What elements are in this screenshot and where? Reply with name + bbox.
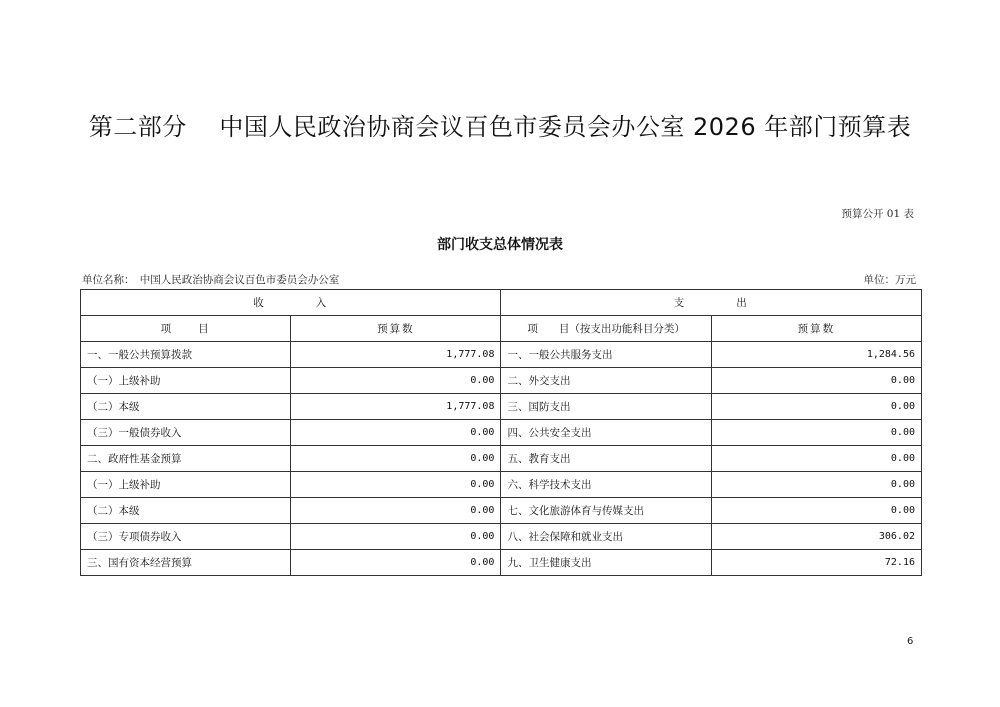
column-header-row [81, 316, 922, 342]
expense-item: 一、一般公共服务支出 [501, 342, 711, 368]
section-header-row [81, 290, 922, 316]
table-row [81, 472, 922, 498]
income-item: （二）本级 [81, 498, 291, 524]
expense-item: 三、国防支出 [501, 394, 711, 420]
income-item: 二、政府性基金预算 [81, 446, 291, 472]
budget-table [80, 289, 922, 576]
income-item: 一、一般公共预算拨款 [81, 342, 291, 368]
table-row [81, 368, 922, 394]
table-row [81, 498, 922, 524]
expense-amount: 0.00 [711, 394, 921, 420]
page-title: 第二部分 中国人民政治协商会议百色市委员会办公室 2026 年部门预算表 [88, 113, 912, 141]
income-amount: 0.00 [291, 550, 501, 576]
expense-item: 五、教育支出 [501, 446, 711, 472]
expense-amount: 0.00 [711, 420, 921, 446]
income-amount: 0.00 [291, 420, 501, 446]
table-row [81, 394, 922, 420]
expense-header: 支 出 [501, 290, 922, 316]
table-row [81, 524, 922, 550]
expense-amount: 72.16 [711, 550, 921, 576]
page-number: 6 [907, 636, 914, 647]
table-row [81, 342, 922, 368]
income-amount: 0.00 [291, 524, 501, 550]
col-expense-budget: 预算数 [711, 316, 921, 342]
expense-item: 六、科学技术支出 [501, 472, 711, 498]
form-number: 预算公开 01 表 [841, 208, 914, 220]
income-amount: 0.00 [291, 446, 501, 472]
income-item: （二）本级 [81, 394, 291, 420]
expense-amount: 0.00 [711, 472, 921, 498]
income-amount: 0.00 [291, 472, 501, 498]
table-row [81, 446, 922, 472]
expense-amount: 306.02 [711, 524, 921, 550]
income-amount: 0.00 [291, 368, 501, 394]
unit-label: 单位：万元 [863, 274, 916, 286]
income-item: （三）一般债券收入 [81, 420, 291, 446]
income-header: 收 入 [81, 290, 501, 316]
expense-item: 八、社会保障和就业支出 [501, 524, 711, 550]
expense-item: 七、文化旅游体育与传媒支出 [501, 498, 711, 524]
income-item: （三）专项债券收入 [81, 524, 291, 550]
table-title: 部门收支总体情况表 [437, 237, 563, 253]
income-amount: 1,777.08 [291, 394, 501, 420]
income-item: （一）上级补助 [81, 472, 291, 498]
col-expense-item: 项 目（按支出功能科目分类） [501, 316, 711, 342]
expense-item: 二、外交支出 [501, 368, 711, 394]
expense-amount: 1,284.56 [711, 342, 921, 368]
expense-item: 四、公共安全支出 [501, 420, 711, 446]
col-income-budget: 预算数 [291, 316, 501, 342]
income-amount: 0.00 [291, 498, 501, 524]
table-row [81, 420, 922, 446]
income-item: 三、国有资本经营预算 [81, 550, 291, 576]
income-item: （一）上级补助 [81, 368, 291, 394]
income-amount: 1,777.08 [291, 342, 501, 368]
unit-name: 单位名称： 中国人民政治协商会议百色市委员会办公室 [82, 274, 340, 286]
expense-item: 九、卫生健康支出 [501, 550, 711, 576]
expense-amount: 0.00 [711, 446, 921, 472]
expense-amount: 0.00 [711, 498, 921, 524]
col-income-item: 项 目 [81, 316, 291, 342]
table-row [81, 550, 922, 576]
expense-amount: 0.00 [711, 368, 921, 394]
